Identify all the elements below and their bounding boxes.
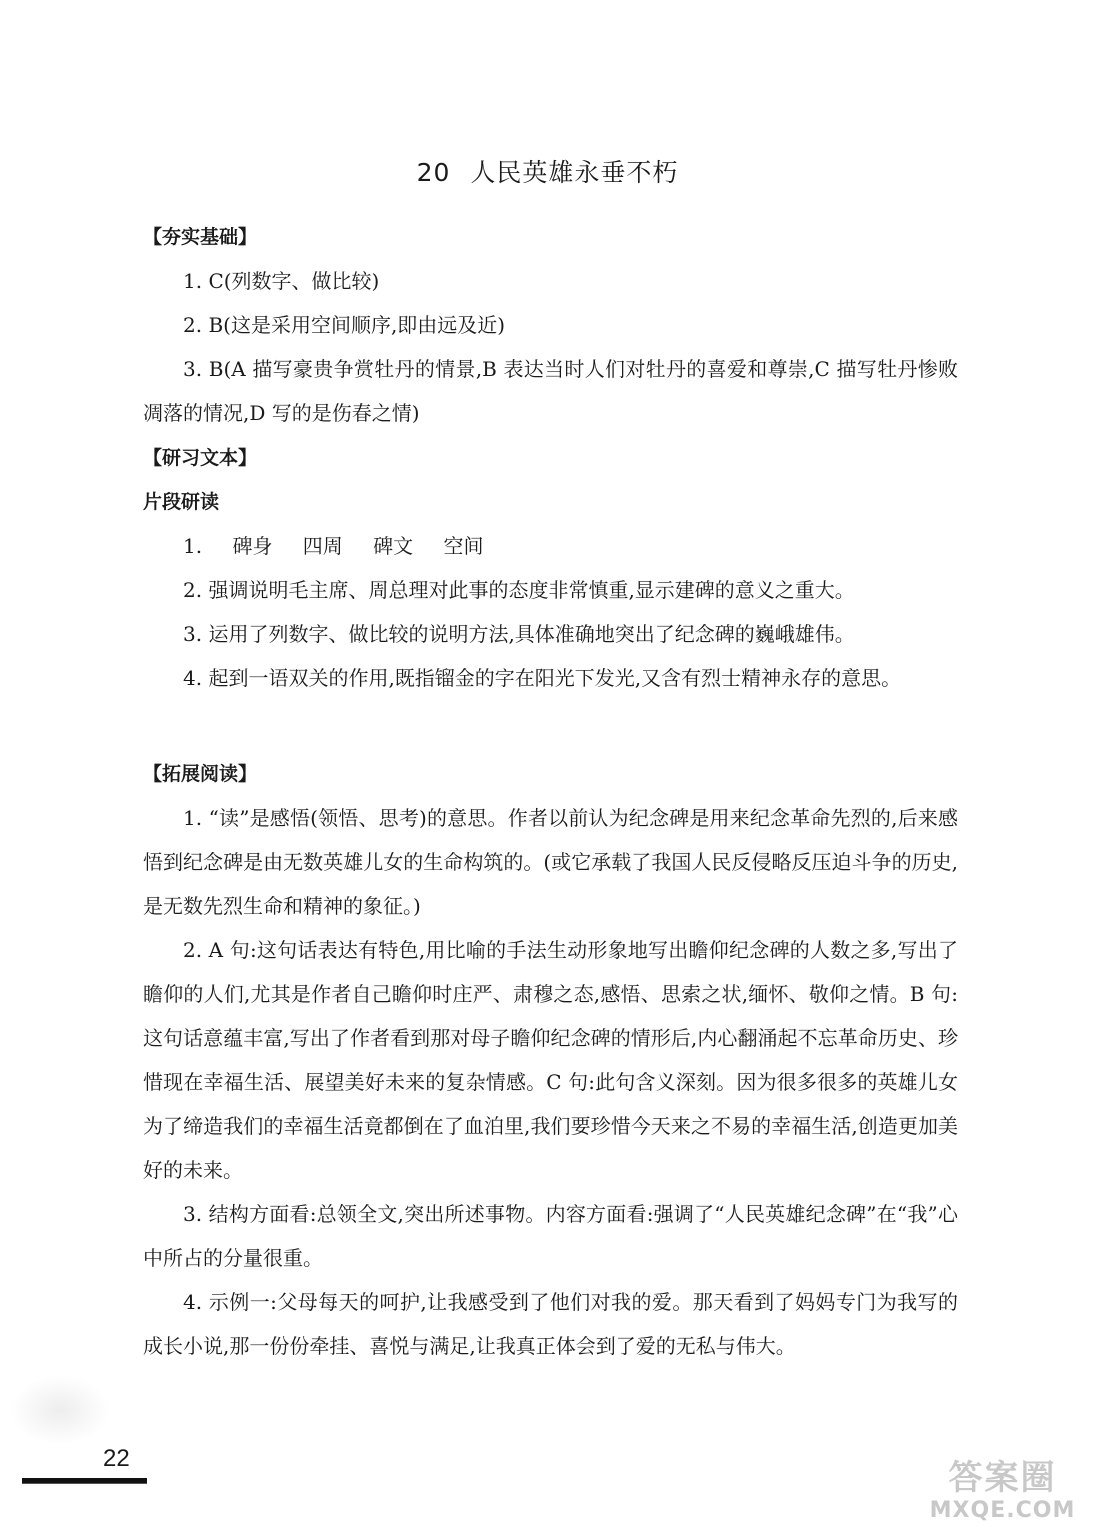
section-heading-study: 【研习文本】 [143,447,258,469]
answer-item: 1. C(列数字、做比较) [183,269,380,293]
scan-smudge [10,1375,110,1445]
answer-item: 3. 运用了列数字、做比较的说明方法,具体准确地突出了纪念碑的巍峨雄伟。 [183,622,855,646]
answer-item: 1. 碑身 四周 碑文 空间 [183,534,484,558]
chapter-title [0,153,1095,189]
section-study [143,436,958,700]
chapter-number: 20 [416,158,451,187]
section-heading-basics: 【夯实基础】 [143,226,258,248]
section-basics [143,215,958,435]
section-extended [143,752,958,1368]
answer-item: 4. 起到一语双关的作用,既指镏金的字在阳光下发光,又含有烈士精神永存的意思。 [183,666,902,690]
answer-item: 1. “读”是感悟(领悟、思考)的意思。作者以前认为纪念碑是用来纪念革命先烈的,后来感悟到纪念碑是由无数英雄儿女的生命构筑的。(或它承载了我国人民反侵略反压迫斗争的历史,是无数先烈生命和精神的象征。) [143,806,958,918]
answer-item: 2. A 句:这句话表达有特色,用比喻的手法生动形象地写出瞻仰纪念碑的人数之多,写出了瞻仰的人们,尤其是作者自己瞻仰时庄严、肃穆之态,感悟、思索之状,缅怀、敬仰之情。B 句:这句话意蕴丰富,写出了作者看到那对母子瞻仰纪念碑的情形后,内心翻涌起不忘革命历史、珍惜现在幸福生活、展望美好未来的复杂情感。C 句:此句含义深刻。因为很多很多的英雄儿女为了缔造我们的幸福生活竟都倒在了血泊里,我们要珍惜今天来之不易的幸福生活,创造更加美好的未来。 [143,938,958,1182]
watermark-line1: 答案圈 [948,1458,1057,1498]
answer-item: 3. B(A 描写豪贵争赏牡丹的情景,B 表达当时人们对牡丹的喜爱和尊崇,C 描写牡丹惨败凋落的情况,D 写的是伤春之情) [143,357,958,425]
watermark-logo [920,1458,1085,1530]
section-heading-extended: 【拓展阅读】 [143,763,258,785]
answer-item: 2. 强调说明毛主席、周总理对此事的态度非常慎重,显示建碑的意义之重大。 [183,578,855,602]
footer-rule-thin [22,1483,147,1484]
answer-item: 3. 结构方面看:总领全文,突出所述事物。内容方面看:强调了“人民英雄纪念碑”在“我”心中所占的分量很重。 [143,1202,958,1270]
watermark-line2: MXQE.COM [929,1498,1076,1523]
chapter-name: 人民英雄永垂不朽 [470,158,679,187]
answer-item: 4. 示例一:父母每天的呵护,让我感受到了他们对我的爱。那天看到了妈妈专门为我写的成长小说,那一份份牵挂、喜悦与满足,让我真正体会到了爱的无私与伟大。 [143,1290,958,1358]
subheading-fragment-reading: 片段研读 [143,491,220,513]
page-number: 22 [103,1445,130,1472]
answer-item: 2. B(这是采用空间顺序,即由远及近) [183,313,506,337]
